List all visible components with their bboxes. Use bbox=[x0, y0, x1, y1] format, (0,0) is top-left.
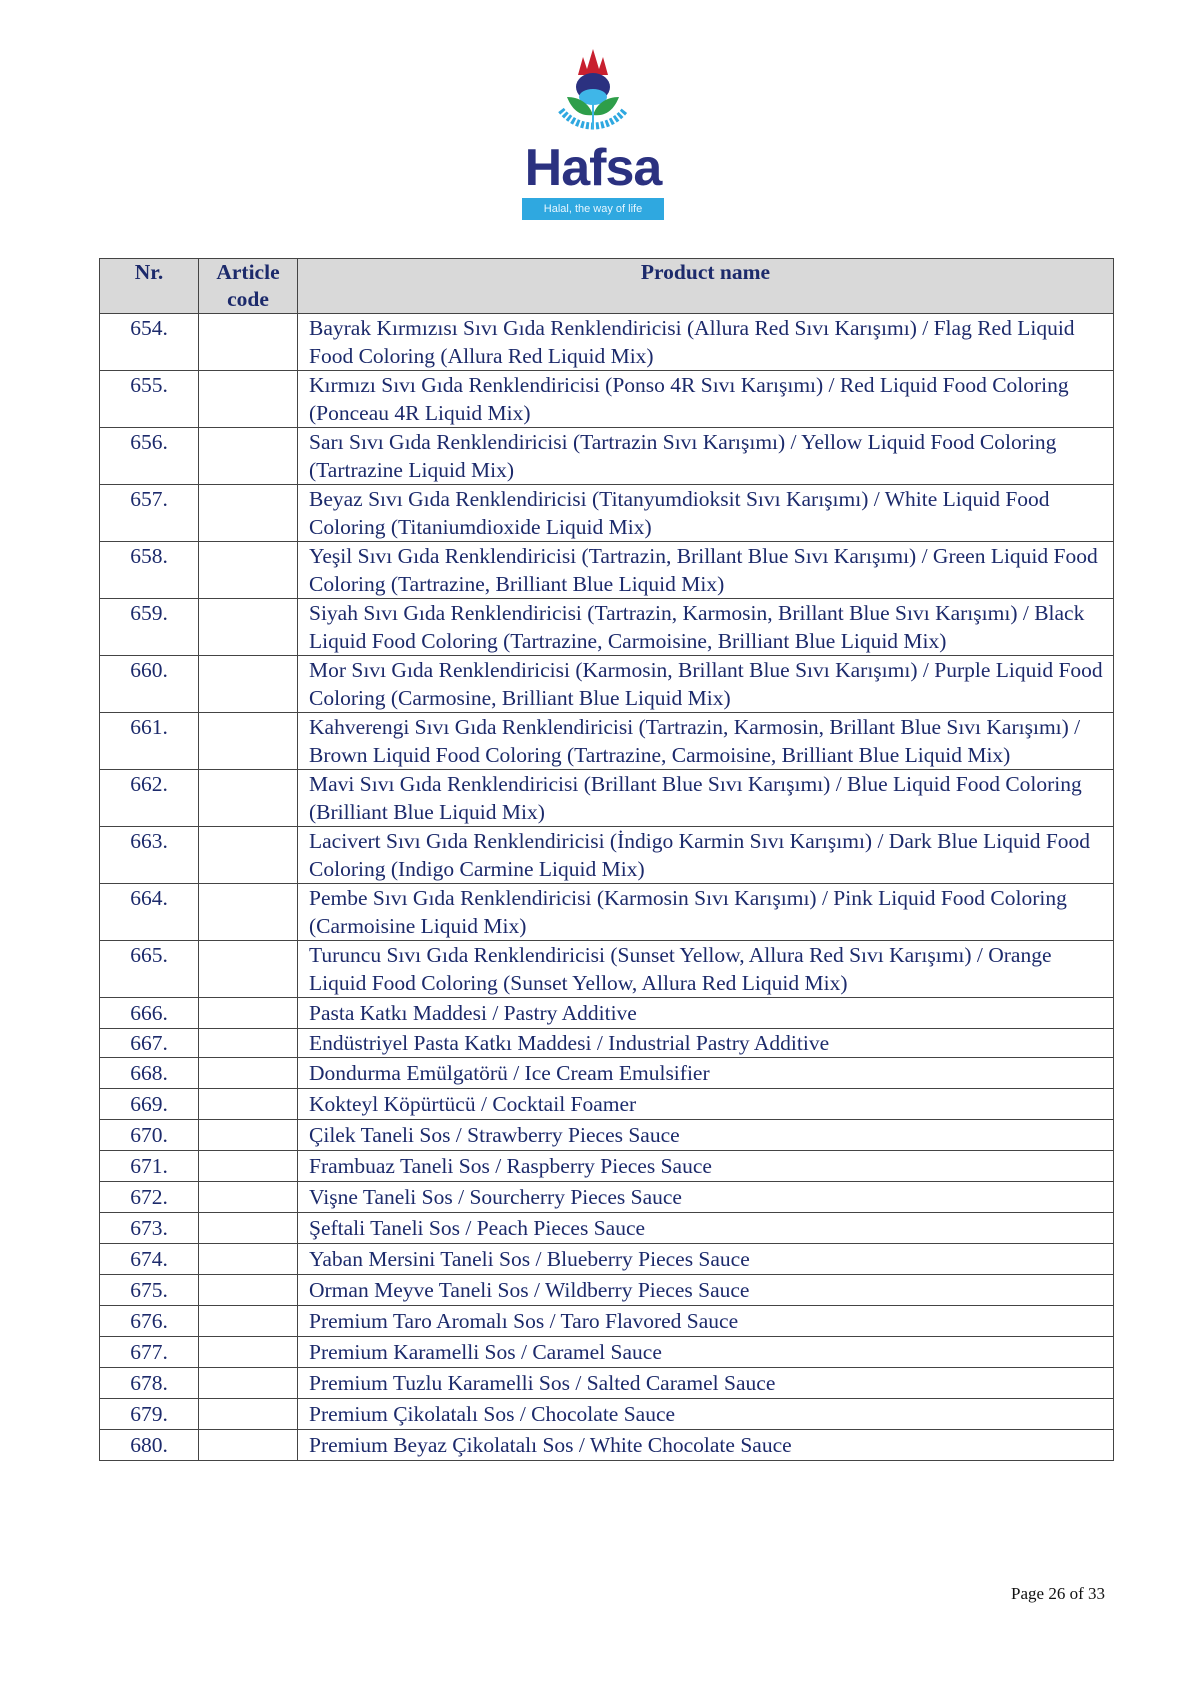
article-code bbox=[199, 1213, 298, 1244]
table-row bbox=[100, 1089, 1114, 1120]
table-row bbox=[100, 1058, 1114, 1089]
table-row bbox=[100, 713, 1114, 770]
article-code bbox=[199, 1368, 298, 1399]
row-number: 663. bbox=[100, 827, 199, 884]
product-name: Kahverengi Sıvı Gıda Renklendiricisi (Tartrazin, Karmosin, Brillant Blue Sıvı Karışımı) / Brown Liquid Food Coloring (Tartrazine, Carmoisine, Brilliant Blue Liquid Mix) bbox=[298, 713, 1114, 770]
row-number: 675. bbox=[100, 1275, 199, 1306]
row-number: 655. bbox=[100, 371, 199, 428]
table-row bbox=[100, 1275, 1114, 1306]
row-number: 668. bbox=[100, 1058, 199, 1089]
row-number: 669. bbox=[100, 1089, 199, 1120]
row-number: 661. bbox=[100, 713, 199, 770]
row-number: 665. bbox=[100, 941, 199, 998]
article-code bbox=[199, 884, 298, 941]
table-row bbox=[100, 884, 1114, 941]
row-number: 659. bbox=[100, 599, 199, 656]
article-code bbox=[199, 1182, 298, 1213]
product-name: Kokteyl Köpürtücü / Cocktail Foamer bbox=[298, 1089, 1114, 1120]
table-row bbox=[100, 941, 1114, 998]
product-table bbox=[99, 258, 1114, 1461]
article-code bbox=[199, 1029, 298, 1058]
row-number: 662. bbox=[100, 770, 199, 827]
table-row bbox=[100, 371, 1114, 428]
product-name: Mor Sıvı Gıda Renklendiricisi (Karmosin, Brillant Blue Sıvı Karışımı) / Purple Liquid Food Coloring (Carmosine, Brilliant Blue Liquid Mix) bbox=[298, 656, 1114, 713]
table-row bbox=[100, 428, 1114, 485]
row-number: 670. bbox=[100, 1120, 199, 1151]
table-row bbox=[100, 656, 1114, 713]
header-product-name: Product name bbox=[298, 259, 1114, 314]
article-code bbox=[199, 941, 298, 998]
row-number: 664. bbox=[100, 884, 199, 941]
article-code bbox=[199, 1430, 298, 1461]
product-name: Yaban Mersini Taneli Sos / Blueberry Pieces Sauce bbox=[298, 1244, 1114, 1275]
row-number: 666. bbox=[100, 998, 199, 1029]
table-row bbox=[100, 485, 1114, 542]
row-number: 671. bbox=[100, 1151, 199, 1182]
article-code bbox=[199, 371, 298, 428]
row-number: 672. bbox=[100, 1182, 199, 1213]
product-name: Premium Beyaz Çikolatalı Sos / White Chocolate Sauce bbox=[298, 1430, 1114, 1461]
article-code bbox=[199, 1244, 298, 1275]
product-name: Pasta Katkı Maddesi / Pastry Additive bbox=[298, 998, 1114, 1029]
product-name: Premium Taro Aromalı Sos / Taro Flavored Sauce bbox=[298, 1306, 1114, 1337]
product-name: Lacivert Sıvı Gıda Renklendiricisi (İndigo Karmin Sıvı Karışımı) / Dark Blue Liquid Food Coloring (Indigo Carmine Liquid Mix) bbox=[298, 827, 1114, 884]
table-row bbox=[100, 1120, 1114, 1151]
product-name: Çilek Taneli Sos / Strawberry Pieces Sauce bbox=[298, 1120, 1114, 1151]
row-number: 678. bbox=[100, 1368, 199, 1399]
row-number: 679. bbox=[100, 1399, 199, 1430]
product-name: Premium Çikolatalı Sos / Chocolate Sauce bbox=[298, 1399, 1114, 1430]
product-name: Siyah Sıvı Gıda Renklendiricisi (Tartrazin, Karmosin, Brillant Blue Sıvı Karışımı) / Black Liquid Food Coloring (Tartrazine, Carmoisine, Brilliant Blue Liquid Mix) bbox=[298, 599, 1114, 656]
row-number: 676. bbox=[100, 1306, 199, 1337]
table-row bbox=[100, 1213, 1114, 1244]
row-number: 660. bbox=[100, 656, 199, 713]
product-name: Bayrak Kırmızısı Sıvı Gıda Renklendiricisi (Allura Red Sıvı Karışımı) / Flag Red Liquid Food Coloring (Allura Red Liquid Mix) bbox=[298, 314, 1114, 371]
article-code bbox=[199, 314, 298, 371]
table-row bbox=[100, 542, 1114, 599]
article-code bbox=[199, 1337, 298, 1368]
article-code bbox=[199, 998, 298, 1029]
brand-name: Hafsa bbox=[524, 139, 662, 197]
article-code bbox=[199, 428, 298, 485]
product-name: Premium Karamelli Sos / Caramel Sauce bbox=[298, 1337, 1114, 1368]
table-row bbox=[100, 314, 1114, 371]
table-row bbox=[100, 770, 1114, 827]
product-name: Sarı Sıvı Gıda Renklendiricisi (Tartrazin Sıvı Karışımı) / Yellow Liquid Food Coloring (Tartrazine Liquid Mix) bbox=[298, 428, 1114, 485]
article-code bbox=[199, 1306, 298, 1337]
header-nr: Nr. bbox=[100, 259, 199, 314]
table-row bbox=[100, 1151, 1114, 1182]
table-header-row bbox=[100, 259, 1114, 314]
tagline-ribbon: Halal, the way of life bbox=[522, 198, 664, 220]
article-code bbox=[199, 1120, 298, 1151]
row-number: 677. bbox=[100, 1337, 199, 1368]
product-name: Beyaz Sıvı Gıda Renklendiricisi (Titanyumdioksit Sıvı Karışımı) / White Liquid Food Coloring (Titaniumdioxide Liquid Mix) bbox=[298, 485, 1114, 542]
product-name: Mavi Sıvı Gıda Renklendiricisi (Brillant Blue Sıvı Karışımı) / Blue Liquid Food Coloring (Brilliant Blue Liquid Mix) bbox=[298, 770, 1114, 827]
row-number: 674. bbox=[100, 1244, 199, 1275]
product-name: Orman Meyve Taneli Sos / Wildberry Pieces Sauce bbox=[298, 1275, 1114, 1306]
tulip-crescent-icon bbox=[543, 45, 643, 150]
table-row bbox=[100, 599, 1114, 656]
product-name: Şeftali Taneli Sos / Peach Pieces Sauce bbox=[298, 1213, 1114, 1244]
table-row bbox=[100, 1430, 1114, 1461]
product-name: Frambuaz Taneli Sos / Raspberry Pieces Sauce bbox=[298, 1151, 1114, 1182]
article-code bbox=[199, 1151, 298, 1182]
product-name: Pembe Sıvı Gıda Renklendiricisi (Karmosin Sıvı Karışımı) / Pink Liquid Food Coloring (Carmoisine Liquid Mix) bbox=[298, 884, 1114, 941]
row-number: 654. bbox=[100, 314, 199, 371]
table-row bbox=[100, 998, 1114, 1029]
table-row bbox=[100, 1337, 1114, 1368]
article-code bbox=[199, 1089, 298, 1120]
product-name: Premium Tuzlu Karamelli Sos / Salted Caramel Sauce bbox=[298, 1368, 1114, 1399]
page-number: Page 26 of 33 bbox=[1011, 1584, 1105, 1603]
article-code bbox=[199, 656, 298, 713]
hafsa-logo bbox=[498, 40, 688, 230]
row-number: 667. bbox=[100, 1029, 199, 1058]
table-row bbox=[100, 1399, 1114, 1430]
product-name: Yeşil Sıvı Gıda Renklendiricisi (Tartrazin, Brillant Blue Sıvı Karışımı) / Green Liquid Food Coloring (Tartrazine, Brilliant Blue Liquid Mix) bbox=[298, 542, 1114, 599]
table-row bbox=[100, 1368, 1114, 1399]
article-code bbox=[199, 1058, 298, 1089]
table-row bbox=[100, 1029, 1114, 1058]
product-name: Turuncu Sıvı Gıda Renklendiricisi (Sunset Yellow, Allura Red Sıvı Karışımı) / Orange Liquid Food Coloring (Sunset Yellow, Allura Red Liquid Mix) bbox=[298, 941, 1114, 998]
article-code bbox=[199, 599, 298, 656]
header-article-code: Article code bbox=[199, 259, 298, 314]
article-code bbox=[199, 827, 298, 884]
product-name: Kırmızı Sıvı Gıda Renklendiricisi (Ponso 4R Sıvı Karışımı) / Red Liquid Food Coloring (Ponceau 4R Liquid Mix) bbox=[298, 371, 1114, 428]
table-row bbox=[100, 1306, 1114, 1337]
row-number: 658. bbox=[100, 542, 199, 599]
table-row bbox=[100, 1244, 1114, 1275]
row-number: 657. bbox=[100, 485, 199, 542]
article-code bbox=[199, 1399, 298, 1430]
table-row bbox=[100, 1182, 1114, 1213]
row-number: 656. bbox=[100, 428, 199, 485]
article-code bbox=[199, 713, 298, 770]
table-row bbox=[100, 827, 1114, 884]
product-name: Endüstriyel Pasta Katkı Maddesi / Industrial Pastry Additive bbox=[298, 1029, 1114, 1058]
article-code bbox=[199, 542, 298, 599]
product-name: Dondurma Emülgatörü / Ice Cream Emulsifier bbox=[298, 1058, 1114, 1089]
product-name: Vişne Taneli Sos / Sourcherry Pieces Sauce bbox=[298, 1182, 1114, 1213]
article-code bbox=[199, 1275, 298, 1306]
row-number: 673. bbox=[100, 1213, 199, 1244]
article-code bbox=[199, 485, 298, 542]
article-code bbox=[199, 770, 298, 827]
row-number: 680. bbox=[100, 1430, 199, 1461]
